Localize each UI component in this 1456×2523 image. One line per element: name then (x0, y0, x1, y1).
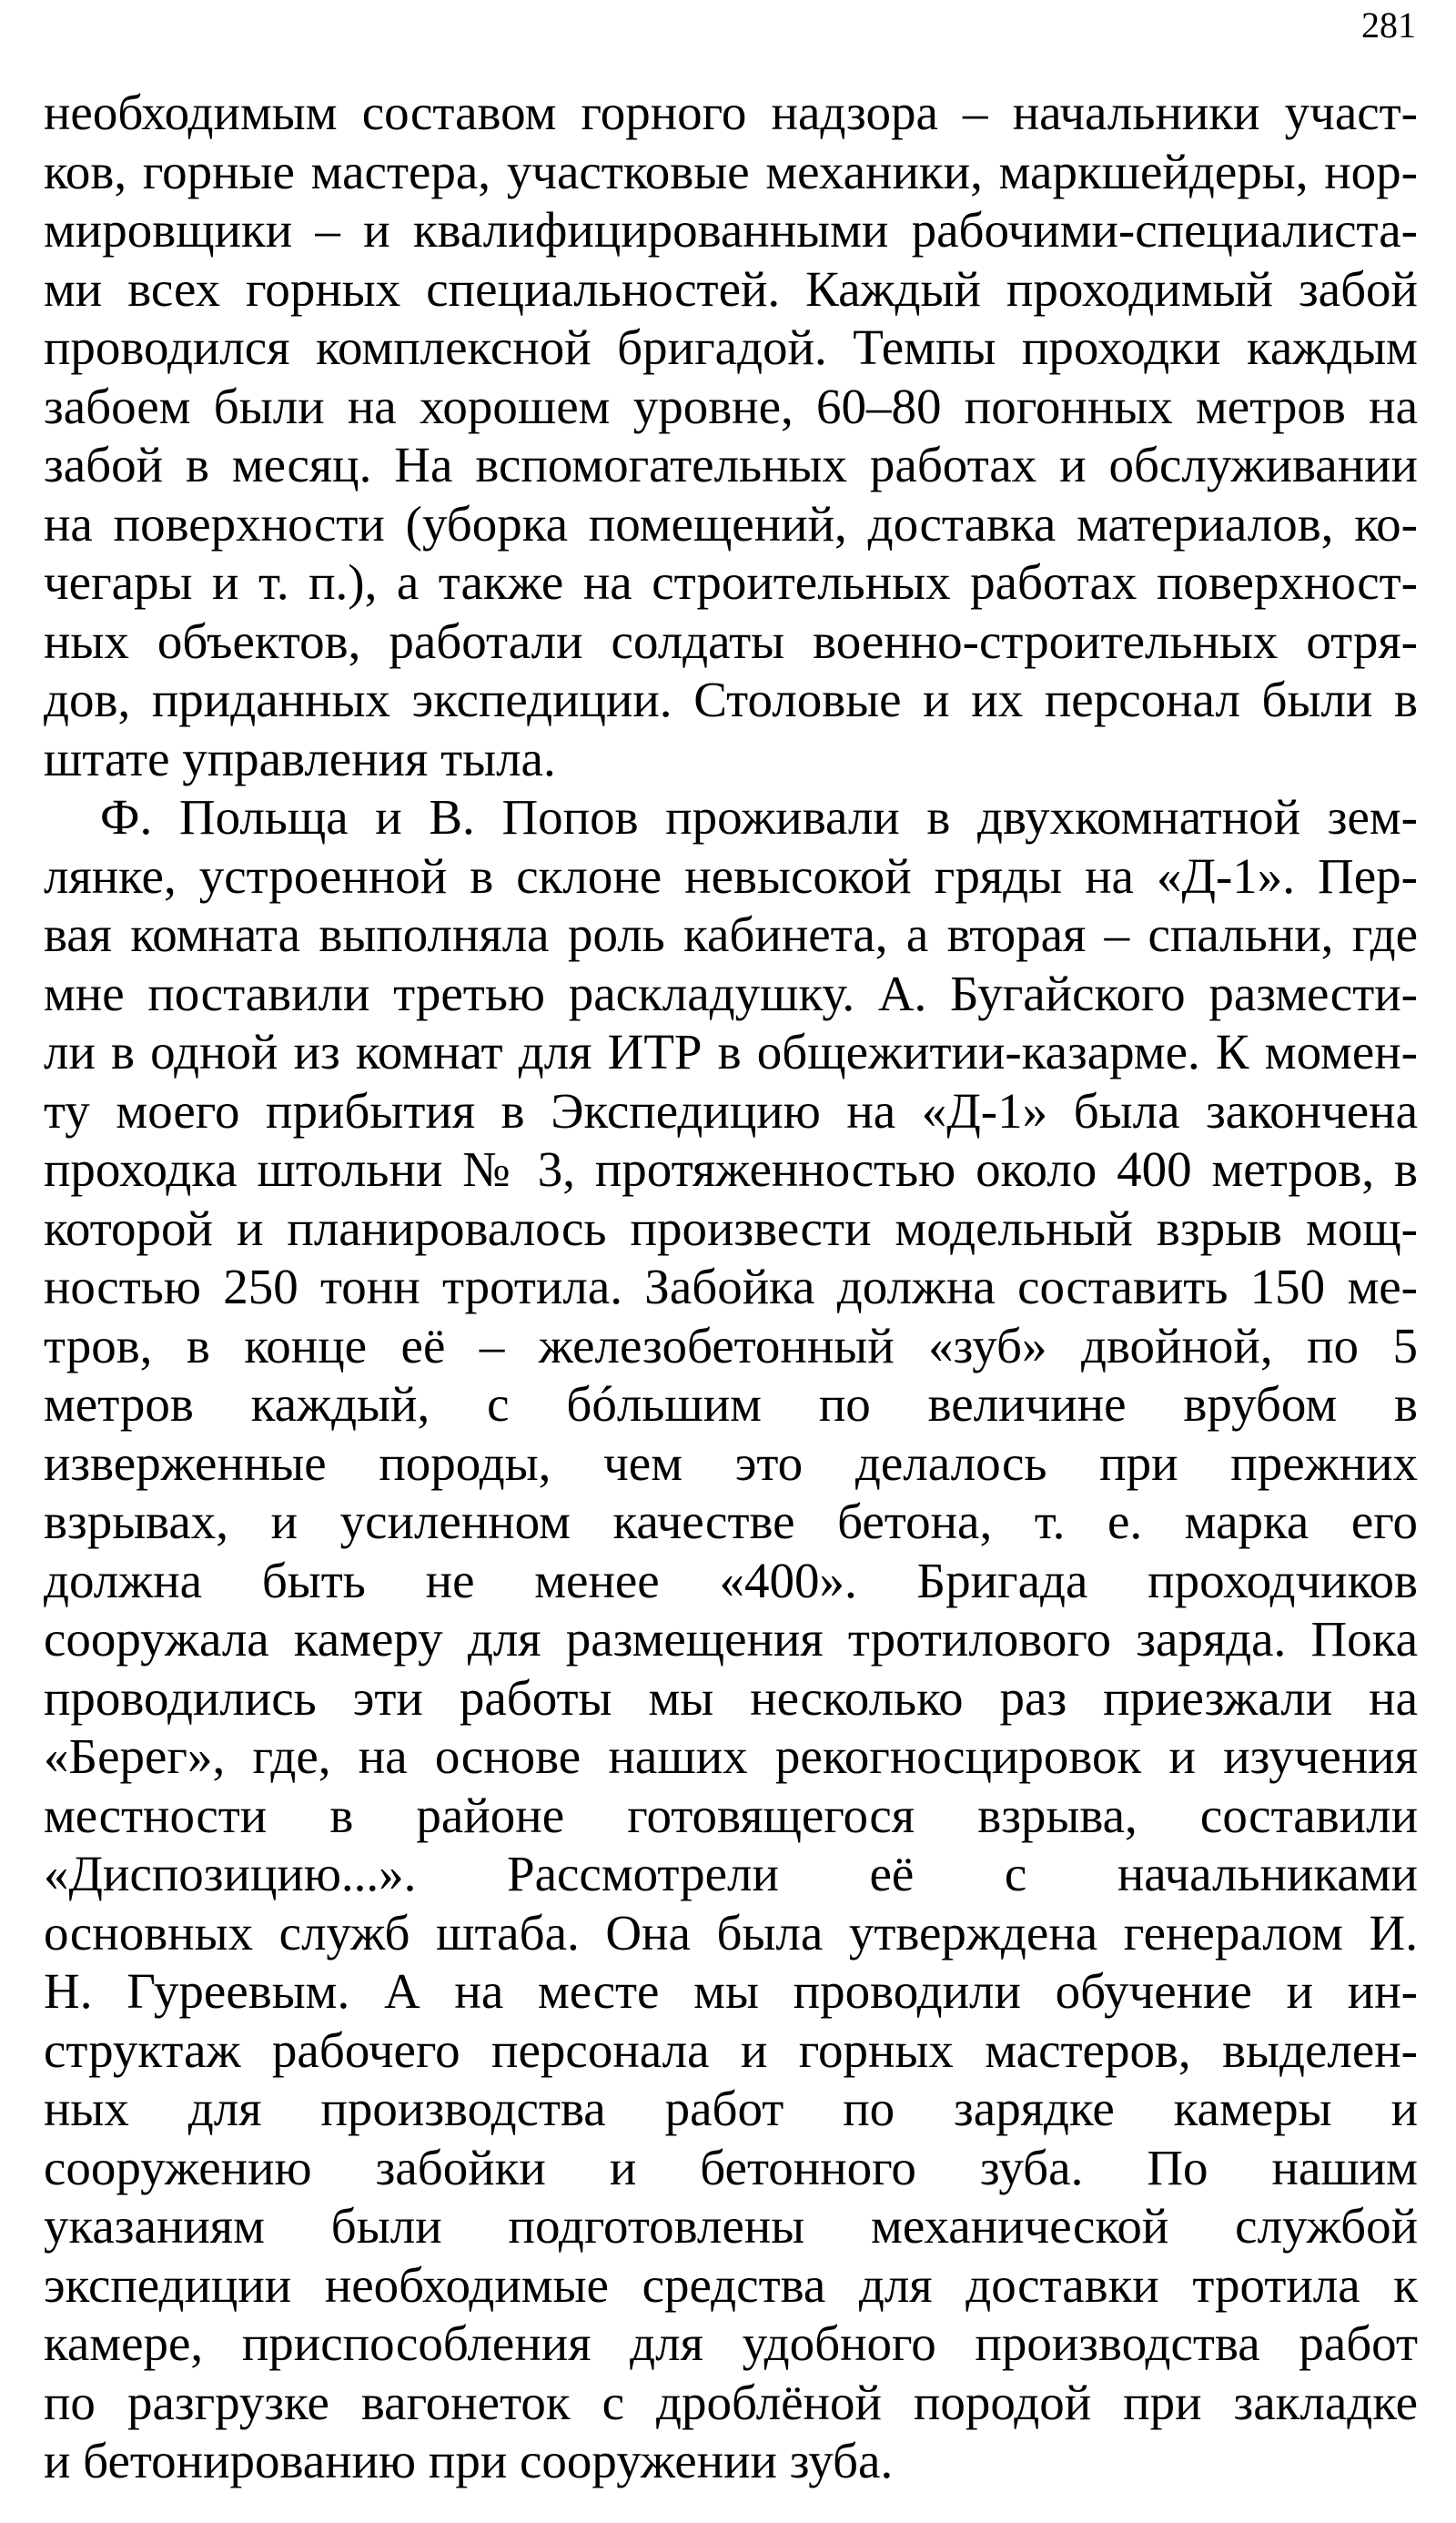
text-line: штате управления тыла. (44, 730, 556, 786)
text-line: забой в месяц. На вспомогательных работах и обслуживании (44, 437, 1418, 492)
text-line: экспедиции необходимые средства для доставки тротила к (44, 2256, 1418, 2313)
text-line: ностью 250 тонн тротила. Забойка должна составить 150 ме- (44, 1259, 1418, 1314)
text-line: сооружала камеру для размещения тротилового заряда. Пока (44, 1611, 1418, 1667)
text-line: «Берег», где, на основе наших рекогносцировок и изучения (44, 1728, 1418, 1784)
text-line: ту моего прибытия в Экспедицию на «Д-1» была закончена (44, 1082, 1418, 1139)
text-line: проходка штольни № 3, протяженностью около 400 метров, в (44, 1141, 1418, 1197)
text-line: чегары и т. п.), а также на строительных работах поверхност- (44, 554, 1418, 610)
text-line: сооружению забойки и бетонного зуба. По нашим (44, 2139, 1418, 2195)
text-line: камере, приспособления для удобного производства работ (44, 2315, 1418, 2371)
text-line: забоем были на хорошем уровне, 60–80 погонных метров на (44, 378, 1418, 434)
text-line: необходимым составом горного надзора – начальники участ- (44, 85, 1418, 140)
paragraph (44, 84, 1418, 788)
text-line: на поверхности (уборка помещений, доставка материалов, ко- (44, 495, 1418, 552)
text-line: должна быть не менее «400». Бригада проходчиков (44, 1552, 1418, 1608)
text-line: ли в одной из комнат для ИТР в общежитии-казарме. К момен- (44, 1024, 1418, 1079)
text-line: местности в районе готовящегося взрыва, составили (44, 1787, 1418, 1843)
text-line: по разгрузке вагонеток с дроблёной породой при закладке (44, 2374, 1418, 2430)
text-line: ми всех горных специальностей. Каждый проходимый забой (44, 260, 1418, 317)
text-line: взрывах, и усиленном качестве бетона, т. е. марка его (44, 1494, 1418, 1549)
text-line: метров каждый, с бóльшим по величине врубом в (44, 1376, 1418, 1432)
body-text (44, 84, 1418, 2491)
paragraph (44, 788, 1418, 2491)
page-number: 281 (1361, 5, 1416, 46)
text-line: «Диспозицию...». Рассмотрели её с начальниками (44, 1846, 1418, 1901)
text-line: лянке, устроенной в склоне невысокой гряды на «Д-1». Пер- (44, 847, 1418, 904)
text-line: ных для производства работ по зарядке камеры и (44, 2081, 1418, 2136)
text-line: Ф. Польща и В. Попов проживали в двухкомнатной зем- (100, 789, 1418, 845)
text-line: мне поставили третью раскладушку. А. Бугайского размести- (44, 965, 1418, 1021)
text-line: ных объектов, работали солдаты военно-строительных отря- (44, 613, 1418, 669)
text-line: структаж рабочего персонала и горных мастеров, выделен- (44, 2021, 1418, 2078)
text-line: которой и планировалось произвести модельный взрыв мощ- (44, 1200, 1418, 1256)
text-line: дов, приданных экспедиции. Столовые и их персонал были в (44, 672, 1418, 727)
text-line: основных служб штаба. Она была утверждена генералом И. (44, 1904, 1418, 1961)
text-line: мировщики – и квалифицированными рабочими-специалиста- (44, 202, 1418, 258)
text-line: проводился комплексной бригадой. Темпы проходки каждым (44, 319, 1418, 375)
text-line: ков, горные мастера, участковые механики, маркшейдеры, нор- (44, 143, 1418, 199)
text-line: тров, в конце её – железобетонный «зуб» двойной, по 5 (44, 1317, 1418, 1373)
text-line: проводились эти работы мы несколько раз приезжали на (44, 1669, 1418, 1726)
text-line: Н. Гуреевым. А на месте мы проводили обучение и ин- (44, 1963, 1418, 2019)
text-line: и бетонированию при сооружении зуба. (44, 2433, 894, 2488)
text-line: изверженные породы, чем это делалось при прежних (44, 1434, 1418, 1491)
text-line: указаниям были подготовлены механической службой (44, 2198, 1418, 2254)
text-line: вая комната выполняла роль кабинета, а вторая – спальни, где (44, 907, 1418, 962)
